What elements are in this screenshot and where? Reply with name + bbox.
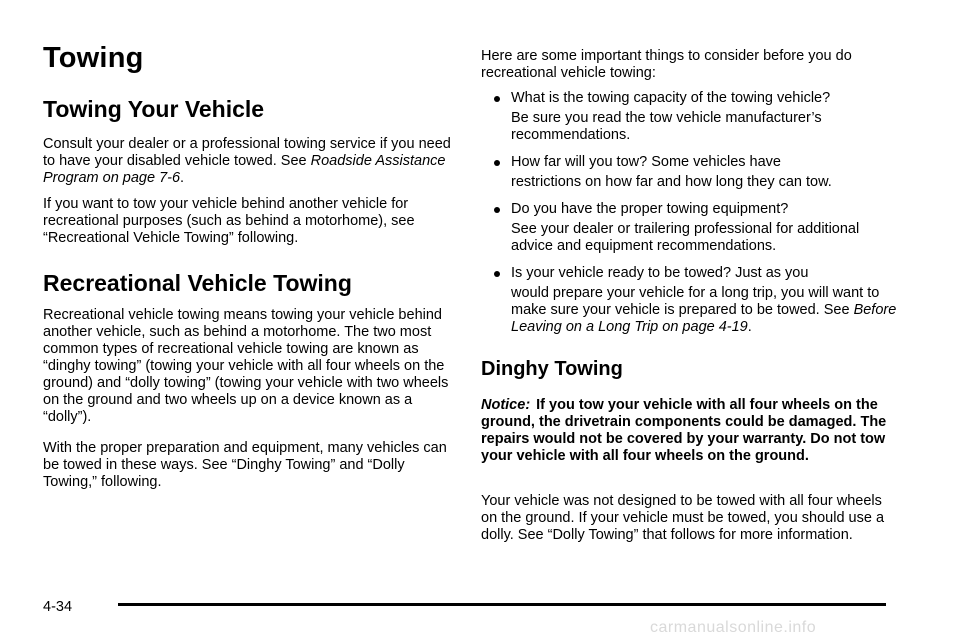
list-item-question: What is the towing capacity of the towing vehicle? [511, 90, 831, 106]
paragraph-consult-dealer [43, 136, 453, 187]
page-number: 4-34 [43, 599, 73, 615]
notice-paragraph [481, 397, 901, 465]
roadside-assistance-reference: Roadside Assistance Program on page 7-6 [43, 153, 446, 186]
list-item-detail: would prepare your vehicle for a long trip, you will want to make sure your vehicle is prepared to be towed. See [511, 285, 880, 318]
notice-label: Notice: [481, 397, 531, 413]
list-item [481, 154, 901, 191]
paragraph-end: . [180, 170, 185, 186]
paragraph-text: Consult your dealer or a professional towing service if you need to have your disabled vehicle towed. See [43, 136, 451, 169]
section-heading-recreational-vehicle-towing: Recreational Vehicle Towing [43, 270, 352, 296]
footer-divider [118, 603, 886, 606]
section-heading-dinghy-towing: Dinghy Towing [481, 358, 623, 380]
paragraph-rv-towing-definition: Recreational vehicle towing means towing your vehicle behind another vehicle, such as behind a motorhome. The two most common types of recreational vehicle towing are known as “dinghy towing” (towing your vehicle with all four wheels on the ground) and “dolly towing” (towing your vehicle with two wheels on the ground and two wheels up on a device known as a “dolly”). [43, 307, 449, 425]
list-item [481, 201, 901, 255]
list-item-question: Is your vehicle ready to be towed? Just as you [511, 265, 809, 281]
bullet-icon [494, 96, 500, 102]
considerations-list [481, 90, 901, 336]
paragraph-preparation: With the proper preparation and equipment, many vehicles can be towed in these ways. See “Dinghy Towing” and “Dolly Towing,” following. [43, 440, 447, 490]
bullet-icon [494, 160, 500, 166]
list-item-question: How far will you tow? Some vehicles have [511, 154, 781, 170]
list-item [481, 90, 901, 144]
bullet-icon [494, 207, 500, 213]
paragraph-recreational-purposes: If you want to tow your vehicle behind another vehicle for recreational purposes (such as behind a motorhome), see “Recreational Vehicle Towing” following. [43, 196, 415, 246]
long-trip-reference: Before Leaving on a Long Trip on page 4-19 [511, 302, 897, 335]
list-item-question: Do you have the proper towing equipment? [511, 201, 789, 217]
list-item-detail: Be sure you read the tow vehicle manufacturer’s recommendations. [511, 110, 822, 143]
list-item-end: . [747, 319, 752, 335]
list-item [481, 265, 901, 336]
bullet-icon [494, 271, 500, 277]
paragraph-not-designed: Your vehicle was not designed to be towed with all four wheels on the ground. If your vehicle must be towed, you should use a dolly. See “Dolly Towing” that follows for more information. [481, 493, 885, 543]
notice-text: If you tow your vehicle with all four wheels on the ground, the drivetrain components could be damaged. The repairs would not be covered by your warranty. Do not tow your vehicle with all four wheels on the ground. [481, 397, 887, 464]
page-title: Towing [43, 42, 144, 74]
watermark: carmanualsonline.info [650, 619, 817, 636]
paragraph-intro: Here are some important things to consider before you do recreational vehicle towing: [481, 48, 852, 81]
list-item-detail: See your dealer or trailering professional for additional advice and equipment recommendations. [511, 221, 860, 254]
section-heading-towing-your-vehicle: Towing Your Vehicle [43, 96, 265, 122]
list-item-detail: restrictions on how far and how long they can tow. [511, 174, 832, 190]
